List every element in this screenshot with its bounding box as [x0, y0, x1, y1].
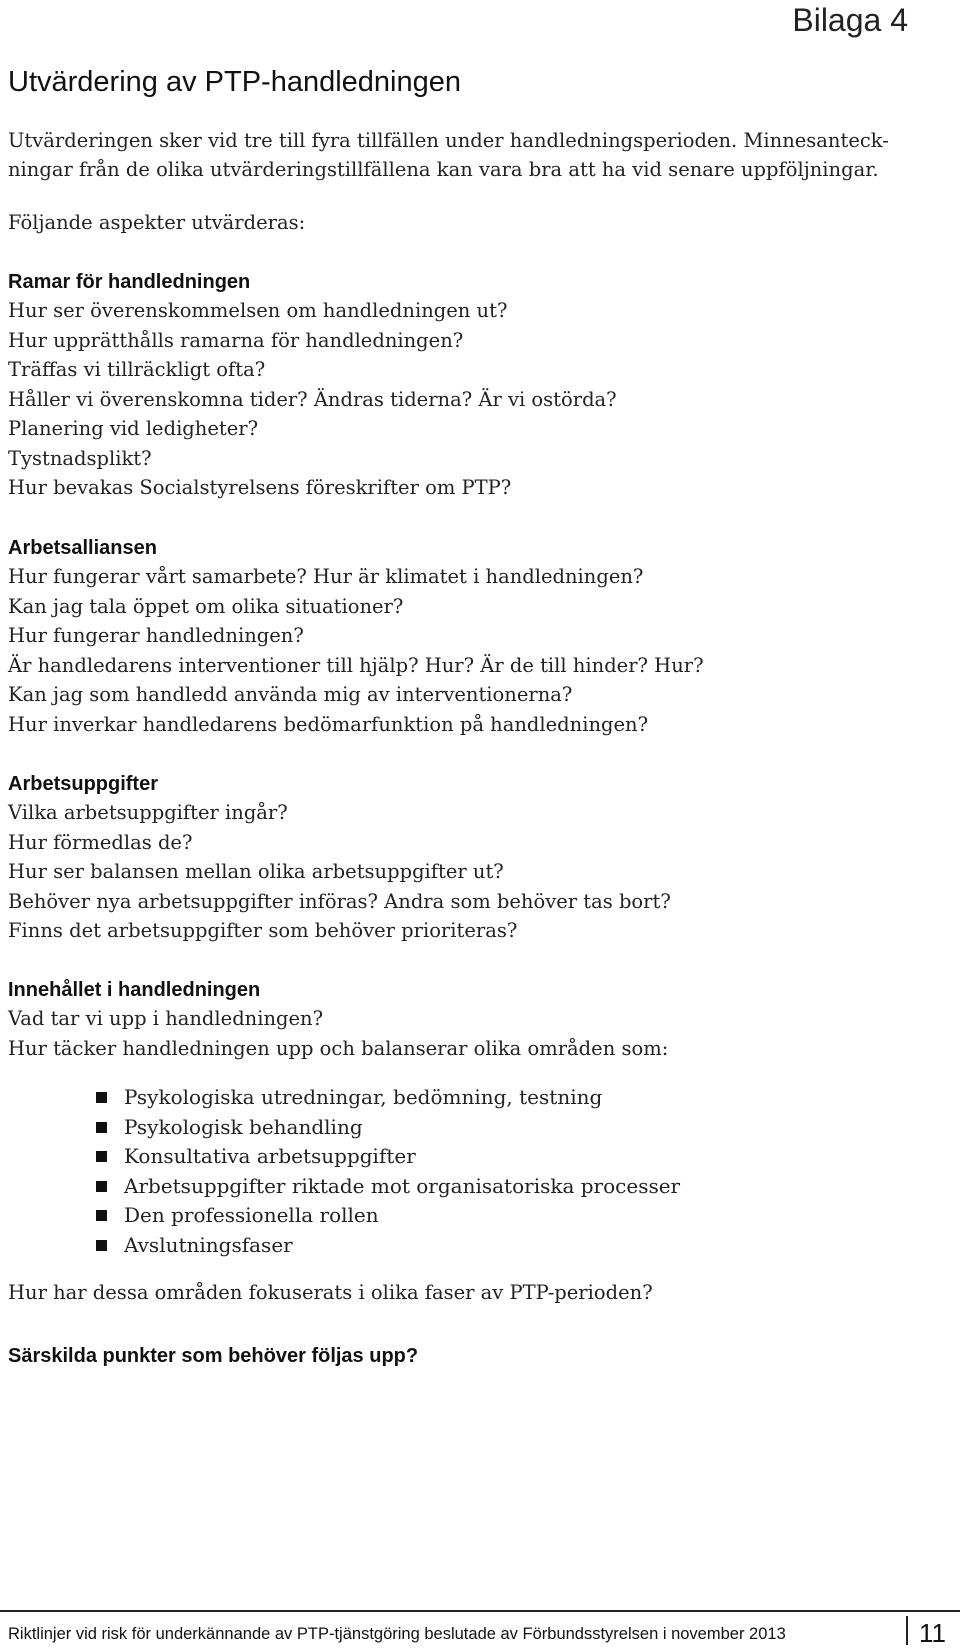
intro-line-1: Utvärderingen sker vid tre till fyra tillfällen under handledningsperioden. Minnesanteck- [8, 129, 889, 152]
square-bullet-icon [96, 1122, 107, 1133]
bullet-item: Konsultativa arbetsuppgifter [96, 1142, 680, 1172]
question-list-content [8, 1004, 668, 1063]
question-item: Hur täcker handledningen upp och balanserar olika områden som: [8, 1036, 669, 1060]
question-list-alliance [8, 562, 704, 739]
question-item: Hur inverkar handledarens bedömarfunktion på handledningen? [8, 712, 649, 736]
question-list-frames [8, 296, 617, 503]
bullet-item: Arbetsuppgifter riktade mot organisatoriska processer [96, 1172, 680, 1202]
question-item: Hur förmedlas de? [8, 830, 193, 854]
question-item: Hur fungerar vårt samarbete? Hur är klimatet i handledningen? [8, 565, 644, 588]
section-heading-frames: Ramar för handledningen [8, 271, 251, 293]
question-item: Är handledarens interventioner till hjälp? Hur? Är de till hinder? Hur? [8, 653, 704, 677]
question-item: Vad tar vi upp i handledningen? [8, 1007, 324, 1030]
followup-question: Hur har dessa områden fokuserats i olika faser av PTP-perioden? [8, 1281, 653, 1304]
question-item: Hur fungerar handledningen? [8, 624, 304, 647]
document-title: Utvärdering av PTP-handledningen [8, 66, 461, 98]
question-item: Träffas vi tillräckligt ofta? [8, 358, 266, 381]
footer-text: Riktlinjer vid risk för underkännande av PTP-tjänstgöring beslutade av Förbundsstyrelsen i november 2013 [8, 1625, 786, 1643]
question-item: Kan jag tala öppet om olika situationer? [8, 594, 404, 618]
question-item: Planering vid ledigheter? [8, 417, 259, 440]
bullet-item: Psykologiska utredningar, bedömning, testning [96, 1083, 680, 1113]
question-item: Behöver nya arbetsuppgifter införas? Andra som behöver tas bort? [8, 889, 671, 913]
question-list-tasks [8, 798, 671, 946]
special-points-heading: Särskilda punkter som behöver följas upp? [8, 1345, 419, 1367]
bullet-item: Den professionella rollen [96, 1201, 680, 1231]
footer-rule [0, 1610, 960, 1612]
square-bullet-icon [96, 1092, 107, 1103]
section-heading-tasks: Arbetsuppgifter [8, 773, 158, 795]
question-item: Hur upprätthålls ramarna för handledningen? [8, 328, 464, 352]
areas-bullet-list [96, 1083, 680, 1260]
square-bullet-icon [96, 1240, 107, 1251]
question-item: Finns det arbetsuppgifter som behöver prioriteras? [8, 919, 518, 942]
intro-line-2: ningar från de olika utvärderingstillfällena kan vara bra att ha vid senare uppföljningar. [8, 158, 879, 181]
section-heading-content: Innehållet i handledningen [8, 979, 261, 1001]
question-item: Håller vi överenskomna tider? Ändras tiderna? Är vi ostörda? [8, 387, 617, 411]
question-item: Vilka arbetsuppgifter ingår? [8, 801, 288, 824]
question-item: Hur ser överenskommelsen om handledningen ut? [8, 299, 508, 322]
square-bullet-icon [96, 1151, 107, 1162]
bullet-item: Psykologisk behandling [96, 1113, 680, 1143]
bullet-item: Avslutningsfaser [96, 1231, 680, 1261]
square-bullet-icon [96, 1210, 107, 1221]
section-heading-alliance: Arbetsalliansen [8, 537, 157, 559]
page-number: 11 [919, 1618, 946, 1648]
aspects-intro: Följande aspekter utvärderas: [8, 211, 306, 234]
question-item: Hur bevakas Socialstyrelsens föreskrifter om PTP? [8, 476, 512, 499]
question-item: Hur ser balansen mellan olika arbetsuppgifter ut? [8, 860, 504, 883]
page-number-divider [906, 1616, 908, 1645]
square-bullet-icon [96, 1181, 107, 1192]
question-item: Tystnadsplikt? [8, 446, 152, 470]
appendix-label: Bilaga 4 [792, 2, 908, 38]
question-item: Kan jag som handledd använda mig av interventionerna? [8, 683, 573, 706]
